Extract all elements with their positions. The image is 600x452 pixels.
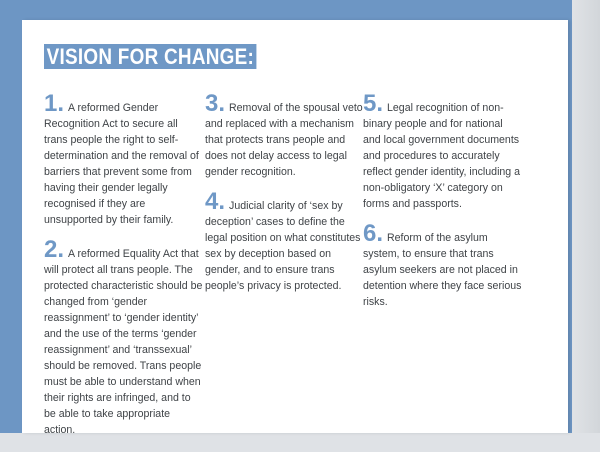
item-number: 6.	[363, 220, 384, 247]
column-3	[363, 90, 523, 324]
list-item	[363, 90, 523, 212]
list-item	[205, 188, 365, 294]
item-text: Judicial clarity of ‘sex by deception’ cases to define the legal position on what constitutes sex by deception based on gender, and to ensure trans people’s privacy is protected.	[205, 200, 361, 292]
column-1	[44, 90, 204, 452]
item-text: Reform of the asylum system, to ensure that trans asylum seekers are not placed in detention where they face serious risks.	[363, 232, 522, 308]
item-number: 4.	[205, 188, 226, 215]
item-text: Legal recognition of non-binary people and for national and local government documents and procedures to accurately reflect gender identity, including a non-obligatory ‘X’ category on forms and passports.	[363, 102, 521, 210]
page-heading: VISION FOR CHANGE:	[44, 44, 257, 69]
item-number: 3.	[205, 90, 226, 117]
list-item	[363, 220, 523, 310]
item-number: 2.	[44, 236, 65, 263]
item-text: Removal of the spousal veto and replaced with a mechanism that protects trans people and does not delay access to legal gender recognition.	[205, 102, 363, 178]
item-text: A reformed Gender Recognition Act to secure all trans people the right to self-determination and the removal of barriers that prevent some from having their gender legally recognised if they are unsupported by their family.	[44, 102, 199, 226]
list-item	[44, 236, 204, 438]
list-item	[44, 90, 204, 228]
item-number: 5.	[363, 90, 384, 117]
item-text: A reformed Equality Act that will protect all trans people. The protected characteristic should be changed from ‘gender reassignment’ to ‘gender identity’ and the use of the terms ‘gender reassignment’ and ‘transsexual’ should be removed. Trans people must be able to understand when their rights are infringed, and to be able to take appropriate action.	[44, 248, 203, 436]
column-2	[205, 90, 365, 308]
item-number: 1.	[44, 90, 65, 117]
list-item	[205, 90, 365, 180]
